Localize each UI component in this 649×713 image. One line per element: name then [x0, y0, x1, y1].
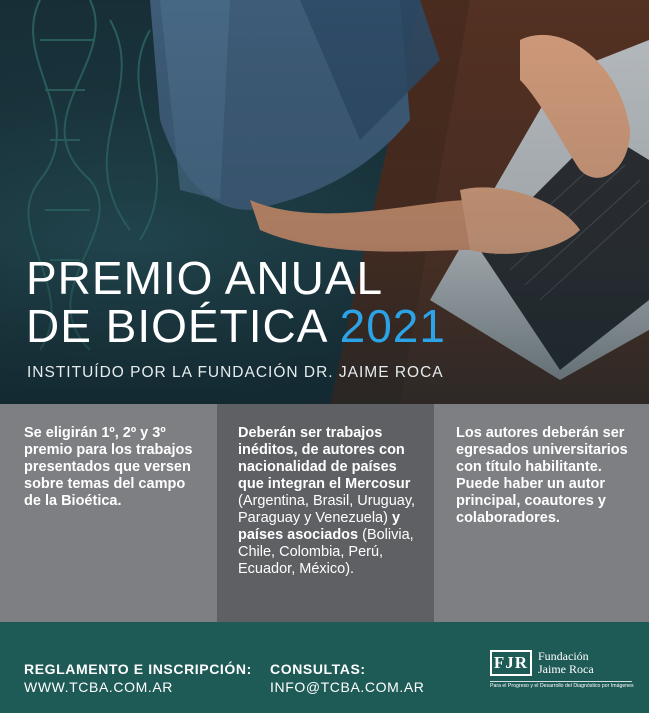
consultas-email-link[interactable]: INFO@TCBA.COM.AR	[270, 679, 425, 695]
logo-name-line-2: Jaime Roca	[538, 662, 594, 676]
eligibility-bold-1: Deberán ser trabajos inéditos, de autores con nacionalidad de países que integran el Mercosur	[238, 425, 411, 492]
logo-tagline: Para el Progreso y el Desarrollo del Diagnóstico por Imágenes	[490, 683, 634, 689]
logo-name	[538, 650, 594, 676]
title-year: 2021	[339, 300, 446, 352]
authors-text: Los autores deberán ser egresados universitarios con título habilitante. Puede haber un autor principal, coautores y colaboradores.	[456, 425, 628, 526]
info-column-eligibility	[217, 404, 434, 622]
info-column-authors	[434, 404, 649, 622]
info-column-prizes	[0, 404, 217, 622]
eligibility-bold-2: y países asociados	[238, 510, 401, 543]
reglamento-block	[24, 660, 252, 696]
consultas-block	[270, 660, 424, 696]
eligibility-light-1: (Argentina, Brasil, Uruguay, Paraguay y Venezuela)	[238, 493, 416, 526]
title-line-1: PREMIO ANUAL	[26, 252, 384, 304]
logo-name-line-1: Fundación	[538, 649, 589, 663]
reglamento-label: REGLAMENTO E INSCRIPCIÓN:	[24, 661, 252, 677]
prizes-text: Se eligirán 1º, 2º y 3º premio para los trabajos presentados que versen sobre temas del campo de la Bioética.	[24, 425, 193, 509]
title-line-2-text: DE BIOÉTICA	[26, 300, 326, 352]
info-columns	[0, 404, 649, 622]
footer	[0, 622, 649, 713]
page-title	[26, 254, 446, 350]
reglamento-link[interactable]: WWW.TCBA.COM.AR	[24, 679, 173, 695]
subtitle: INSTITUÍDO POR LA FUNDACIÓN DR. JAIME ROCA	[27, 364, 444, 381]
title-line-2	[26, 302, 446, 350]
fjr-logo-mark: FJR	[490, 650, 532, 676]
eligibility-light-2: (Bolivia, Chile, Colombia, Perú, Ecuador, México).	[238, 527, 414, 577]
consultas-label: CONSULTAS:	[270, 661, 366, 677]
